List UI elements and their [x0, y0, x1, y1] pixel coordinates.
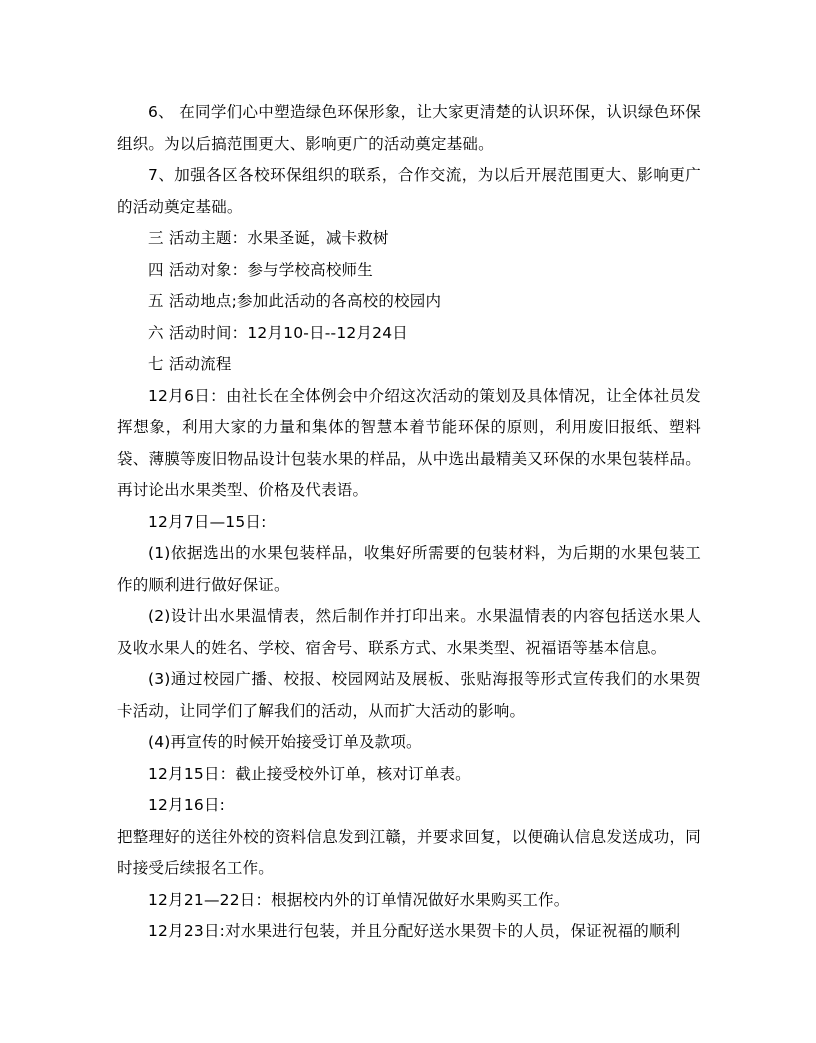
paragraph-dec-21-22: 12月21—22日：根据校内外的订单情况做好水果购买工作。 [148, 890, 570, 909]
paragraph-activity-time: 六 活动时间：12月10-日--12月24日 [148, 323, 408, 342]
paragraph-activity-theme: 三 活动主题：水果圣诞，减卡救树 [148, 229, 389, 247]
paragraph-dec-16-heading: 12月16日: [148, 796, 226, 814]
paragraph-activity-location: 五 活动地点;参加此活动的各高校的校园内 [148, 292, 442, 310]
paragraph-step-4: (4)再宣传的时候开始接受订单及款项。 [148, 733, 422, 751]
paragraph-dec-23: 12月23日:对水果进行包装，并且分配好送水果贺卡的人员，保证祝福的顺利 [148, 922, 681, 940]
paragraph-step-2: (2)设计出水果温情表，然后制作并打印出来。水果温情表的内容包括送水果人及收水果人的姓名、学校、宿舍号、联系方式、水果类型、祝福语等基本信息。 [117, 607, 701, 657]
paragraph-goal-7: 7、加强各区各校环保组织的联系，合作交流，为以后开展范围更大、影响更广的活动奠定基础。 [117, 166, 701, 216]
paragraph-step-3: (3)通过校园广播、校报、校园网站及展板、张贴海报等形式宣传我们的水果贺卡活动，让同学们了解我们的活动，从而扩大活动的影响。 [117, 670, 701, 720]
paragraph-activity-target: 四 活动对象：参与学校高校师生 [148, 260, 373, 279]
paragraph-dec-7-15-heading: 12月7日—15日: [148, 512, 267, 531]
paragraph-dec-15: 12月15日：截止接受校外订单，核对订单表。 [148, 764, 471, 783]
paragraph-dec-16-detail: 把整理好的送往外校的资料信息发到江赣，并要求回复，以便确认信息发送成功，同时接受后续报名工作。 [117, 827, 701, 877]
paragraph-dec-6: 12月6日：由社长在全体例会中介绍这次活动的策划及具体情况，让全体社员发挥想象，利用大家的力量和集体的智慧本着节能环保的原则，利用废旧报纸、塑料袋、薄膜等废旧物品设计包装水果的样品，从中选出最精美又环保的水果包装样品。 再讨论出水果类型、价格及代表语。 [117, 386, 701, 499]
paragraph-step-1: (1)依据选出的水果包装样品，收集好所需要的包装材料，为后期的水果包装工作的顺利进行做好保证。 [117, 544, 701, 594]
document-body [117, 97, 701, 948]
paragraph-activity-process-heading: 七 活动流程 [148, 355, 232, 373]
paragraph-goal-6: 6、 在同学们心中塑造绿色环保形象，让大家更清楚的认识环保，认识绿色环保组织。为以后搞范围更大、影响更广的活动奠定基础。 [117, 103, 701, 153]
